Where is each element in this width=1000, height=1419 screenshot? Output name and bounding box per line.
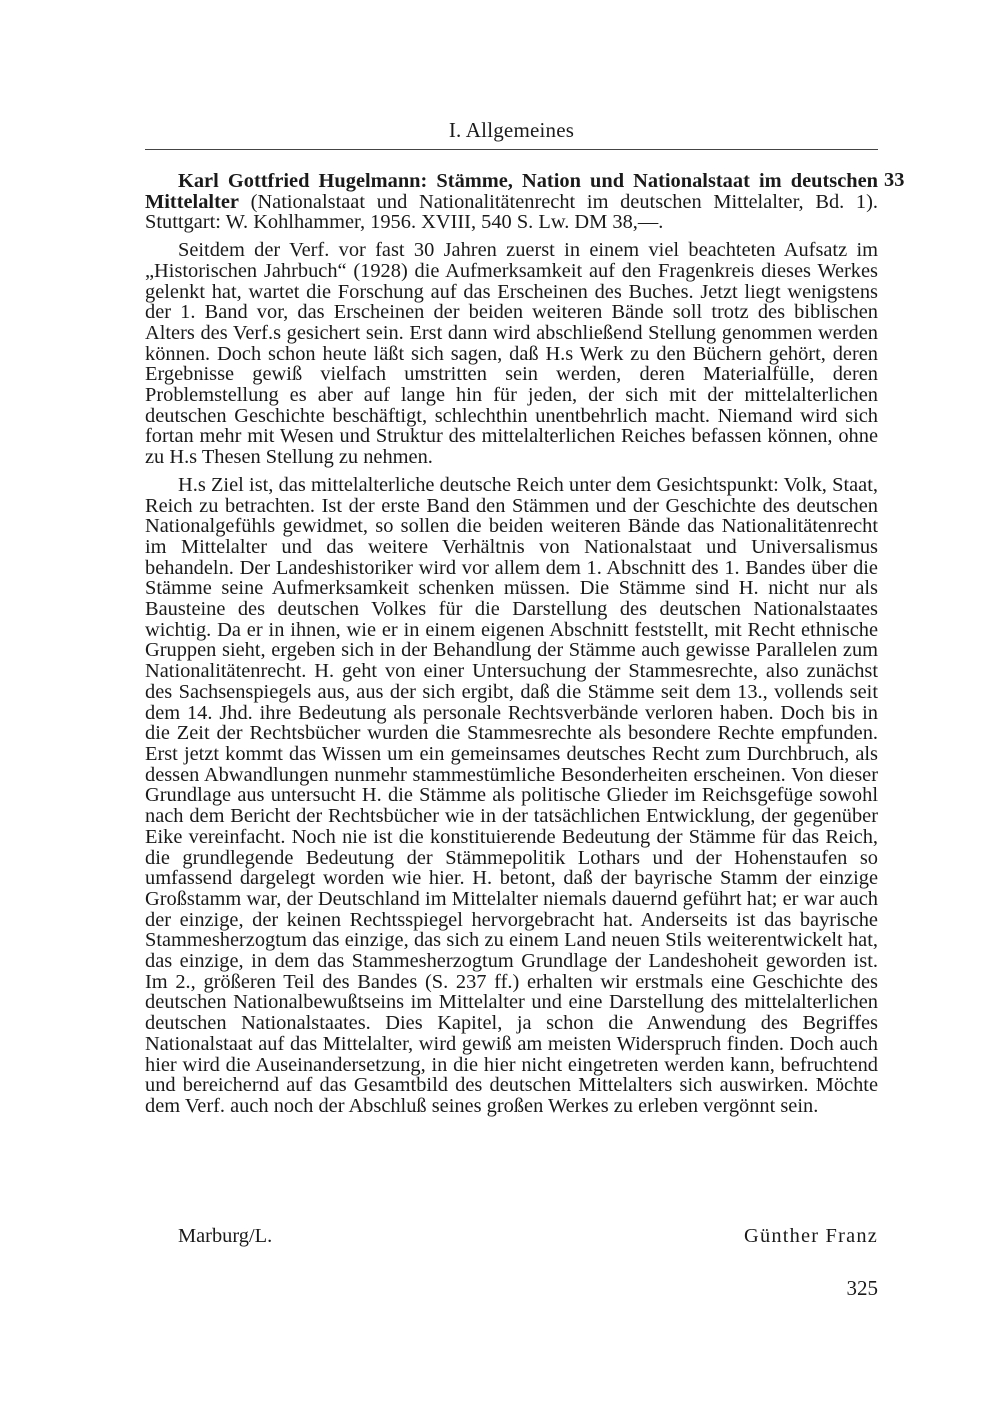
entry-author-title: Karl Gottfried Hugelmann: Stämme, Nation und Nationalstaat im deutschen Mittelalter [145, 170, 878, 213]
page-number: 325 [846, 1276, 878, 1300]
paragraph: Seitdem der Verf. vor fast 30 Jahren zuerst in einem viel beachteten Aufsatz im „Historischen Jahrbuch“ (1928) die Aufmerksamkeit auf den Fragenkreis dieses Werkes gelenkt hat, wartet die Forschung auf das Erscheinen des Buches. Jetzt liegt wenigstens der 1. Band vor, das Erscheinen der beiden weiteren Bände soll trotz des biblischen Alters des Verf.s gesichert sein. Erst dann wird abschließend Stellung genommen werden können. Doch schon heute läßt sich sagen, daß H.s Werk zu den Büchern gehört, deren Ergebnisse gewiß vielfach umstritten sein werden, deren Materialfülle, deren Problemstellung es aber auf lange hin für jeden, der sich mit der mittelalterlichen deutschen Geschichte beschäftigt, schlechthin unentbehrlich macht. Niemand wird sich fortan mehr mit Wesen und Struktur des mittelalterlichen Reiches befassen können, ohne zu H.s Thesen Stellung zu nehmen. [145, 239, 878, 469]
entry-number: 33 [884, 169, 905, 191]
signature-place: Marburg/L. [178, 1225, 273, 1247]
header-rule [145, 149, 878, 150]
signature-author: Günther Franz [744, 1225, 878, 1247]
review-body [145, 164, 878, 1117]
entry-bibliographic-details: (Nationalstaat und Nationalitätenrecht im deutschen Mittelalter, Bd. 1). Stuttgart: W. Kohlhammer, 1956. XVIII, 540 S. Lw. DM 38,—. [145, 190, 878, 234]
paragraph: H.s Ziel ist, das mittelalterliche deutsche Reich unter dem Gesichtspunkt: Volk, Staat, Reich zu betrachten. Ist der erste Band den Stämmen und der Geschichte des deutschen Nationalgefühls gewidmet, so sollen die beiden weiteren Bände das Nationalitätenrecht im Mittelalter und das weitere Verhältnis von Nationalstaat und Universalismus behandeln. Der Landeshistoriker wird vor allem dem 1. Abschnitt des 1. Bandes über die Stämme seine Aufmerksamkeit schenken müssen. Die Stämme sind H. nicht nur als Bausteine des deutschen Volkes für die Darstellung des deutschen Nationalstaates wichtig. Da er in ihnen, wie er in einem eigenen Abschnitt feststellt, mit Recht ethnische Gruppen sieht, ergeben sich in der Behandlung der Stämme auch gewisse Parallelen zum Nationalitätenrecht. H. geht von einer Untersuchung der Stammesrechte, also zunächst des Sachsenspiegels aus, aus der sich ergibt, daß die Stämme seit dem 13., vollends seit dem 14. Jhd. ihre Bedeutung als personale Rechtsverbände verloren haben. Doch bis in die Zeit der Rechtsbücher wurden die Stammesrechte als besondere Rechte empfunden. Erst jetzt kommt das Wissen um ein gemeinsames deutsches Recht zum Durchbruch, als dessen Abwandlungen nunmehr stammestümliche Besonderheiten erscheinen. Von dieser Grundlage aus untersucht H. die Stämme als politische Glieder im Reichsgefüge sowohl nach dem Bericht der Rechtsbücher wie in der tatsächlichen Entwicklung, der gegenüber Eike vereinfacht. Noch nie ist die konstituierende Bedeutung der Stämme für das Reich, die grundlegende Bedeutung der Stämmepolitik Lothars und der Hohenstaufen so umfassend dargelegt worden wie hier. H. betont, daß der bayrische Stamm der einzige Großstamm war, der Deutschland im Mittelalter niemals dauernd geführt hat; er war auch der einzige, der keinen Rechtsspiegel hervorgebracht hat. Anderseits ist das bayrische Stammesherzogtum das einzige, das sich zu einem Land neuen Stils weiterentwickelt hat, das einzige, in dem das Stammesherzogtum Grundlage der Landeshoheit geworden ist. Im 2., größeren Teil des Bandes (S. 237 ff.) erhalten wir erstmals eine Geschichte des deutschen Nationalbewußtseins im Mittelalter und eine Darstellung des mittelalterlichen deutschen Nationalstaates. Dies Kapitel, ja schon die Anwendung des Begriffes Nationalstaat auf das Mittelalter, wird gewiß am meisten Widerspruch finden. Doch auch hier wird die Auseinandersetzung, in die hier nicht eingetreten werden kann, befruchtend und bereichernd auf das Gesamtbild des deutschen Mittelalters sich auswirken. Möchte dem Verf. auch noch der Abschluß seines großen Werkes zu erleben vergönnt sein. [145, 473, 878, 1117]
running-head: I. Allgemeines [448, 118, 575, 142]
entry-heading [145, 164, 878, 233]
